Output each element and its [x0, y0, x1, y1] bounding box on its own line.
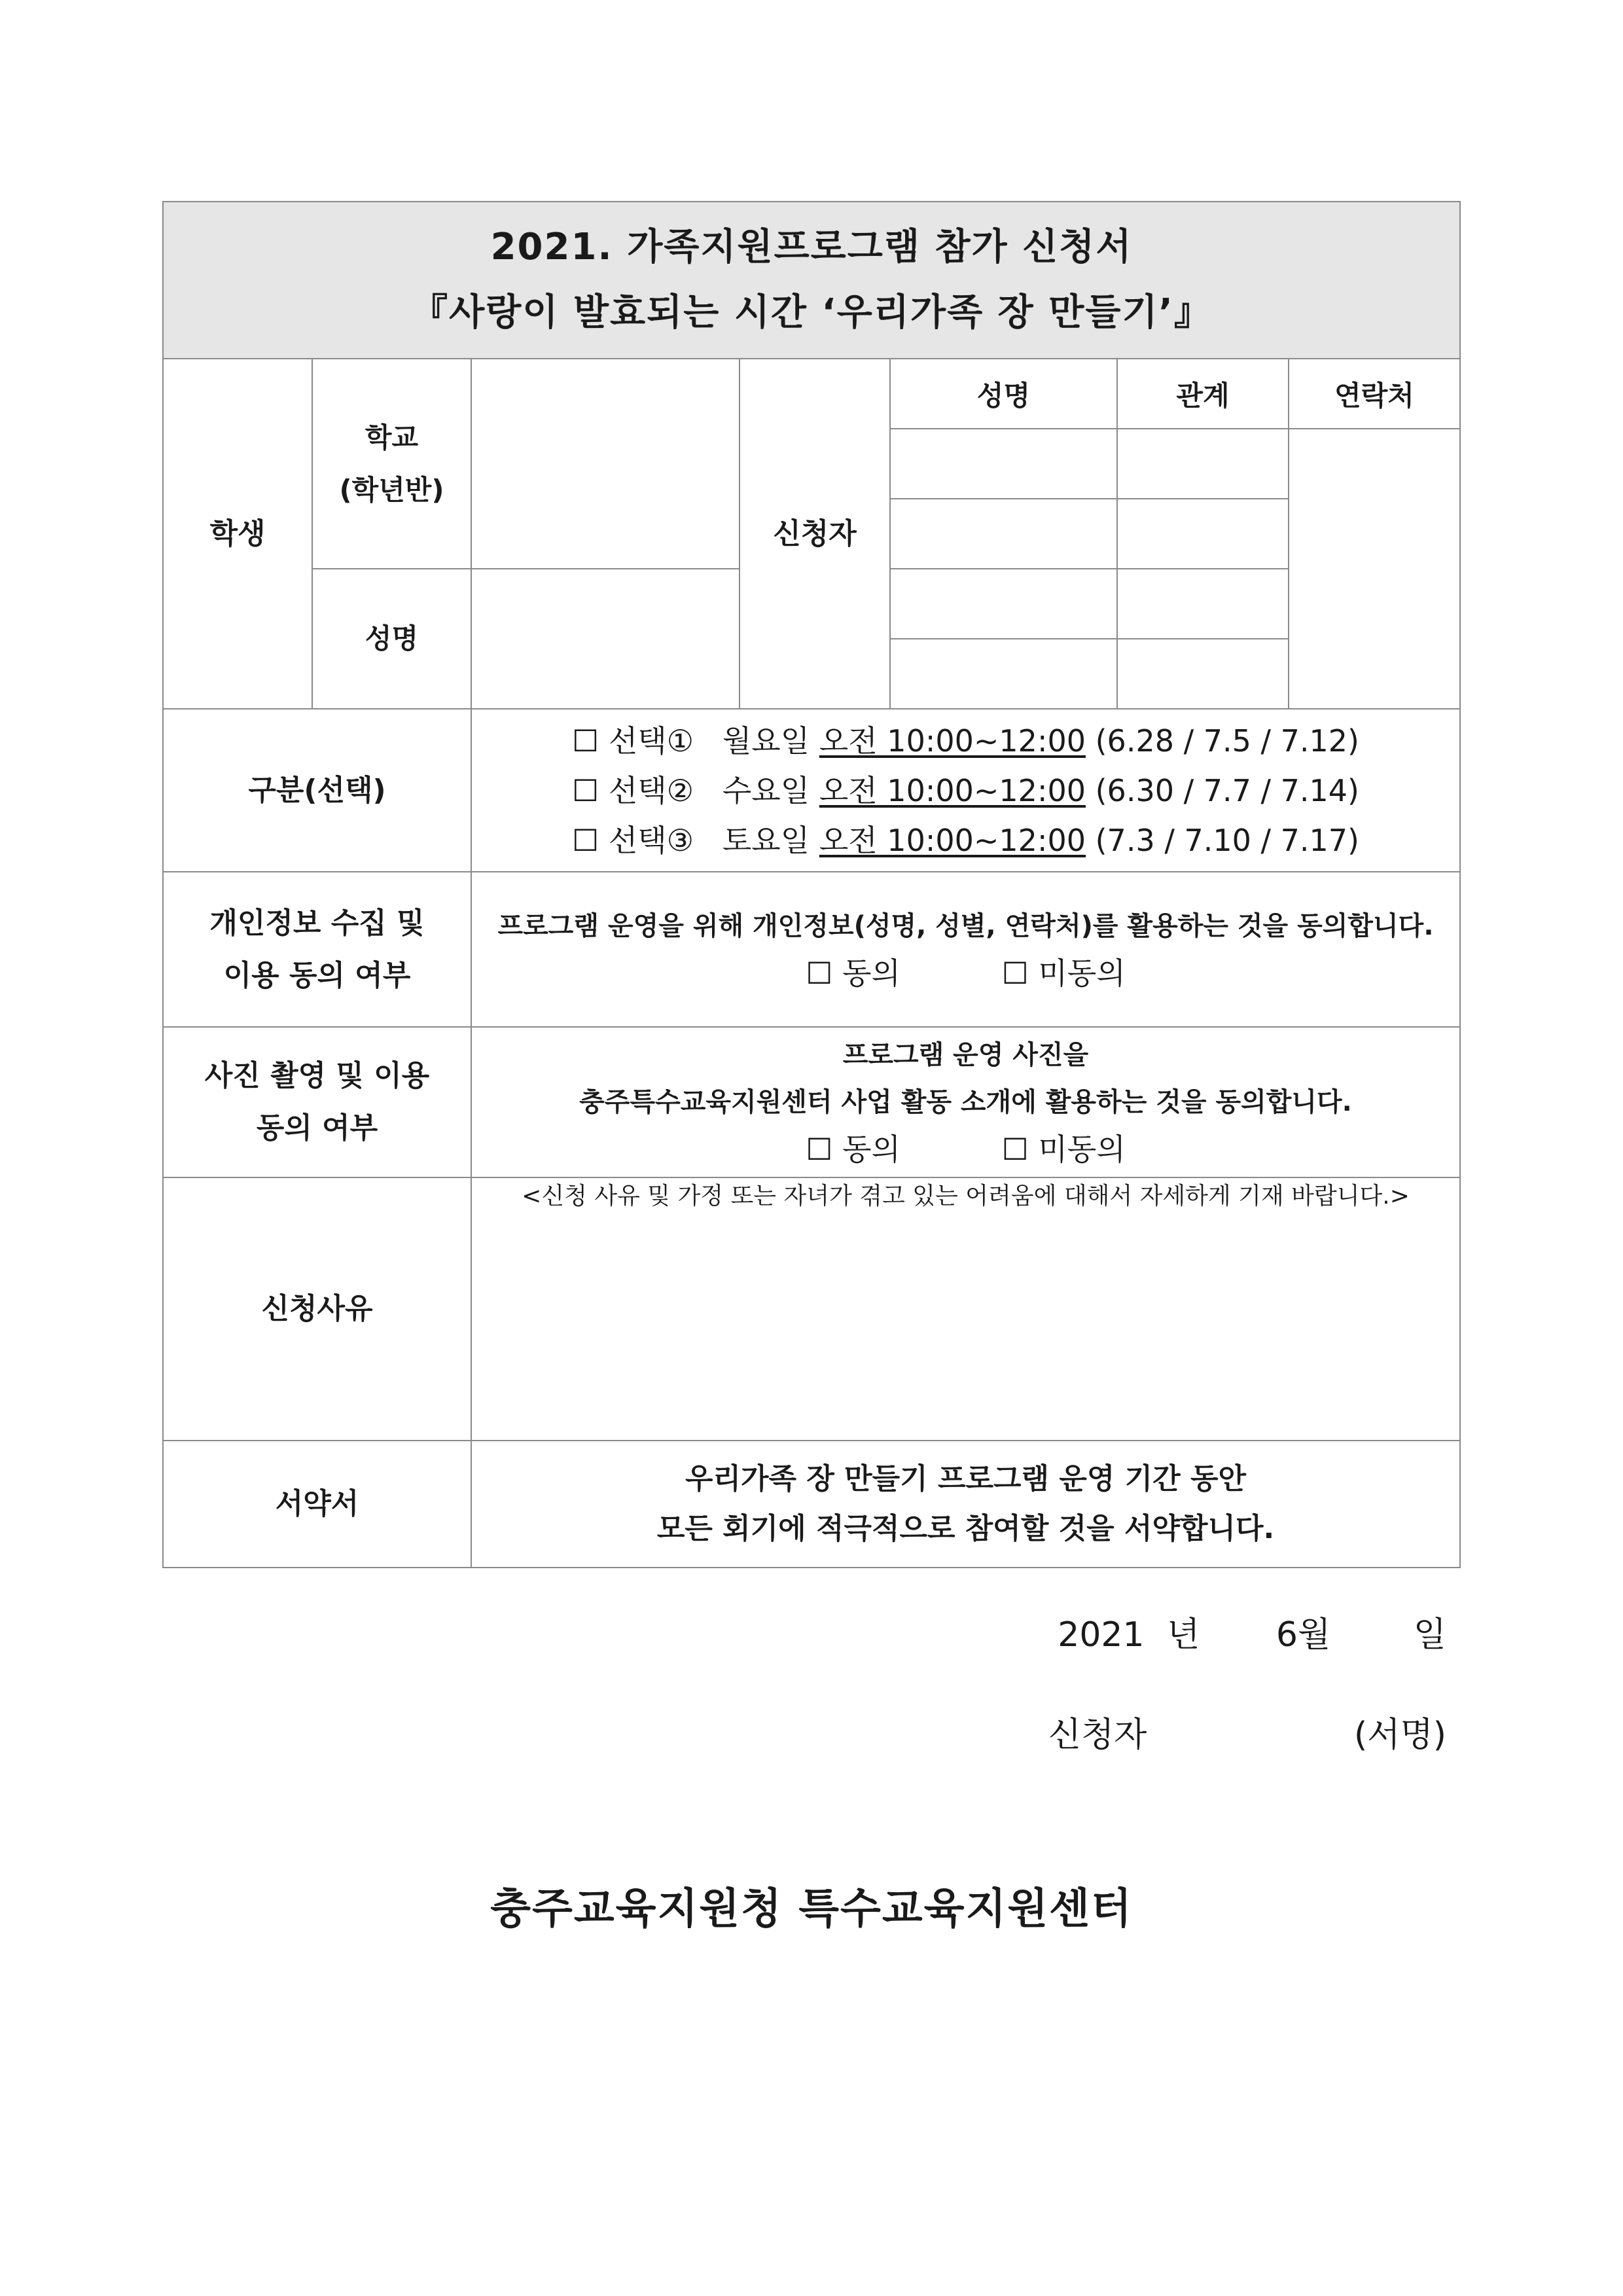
- photo-label: 사진 촬영 및 이용 동의 여부: [163, 1027, 471, 1177]
- student-label: 학생: [163, 359, 312, 709]
- applicant-relation-header: 관계: [1117, 359, 1289, 429]
- student-name-label: 성명: [312, 569, 471, 709]
- pledge-label: 서약서: [163, 1441, 471, 1568]
- photo-choices: [472, 1126, 1459, 1173]
- school-label: 학교 (학년반): [312, 359, 471, 569]
- reason-label: 신청사유: [163, 1177, 471, 1441]
- applicant-name-input-4[interactable]: [890, 639, 1117, 709]
- pledge-text-1: 우리가족 장 만들기 프로그램 운영 기간 동안: [685, 1462, 1246, 1496]
- signature-label: 신청자: [1048, 1715, 1147, 1755]
- form-title: [163, 202, 1460, 359]
- signature-field[interactable]: (서명): [1353, 1715, 1446, 1755]
- applicant-name-header: 성명: [890, 359, 1117, 429]
- reason-input[interactable]: [471, 1177, 1460, 1441]
- checkbox-icon[interactable]: ☐: [572, 772, 599, 808]
- reason-note: <신청 사유 및 가정 또는 자녀가 겪고 있는 어려움에 대해서 자세하게 기재 바랍니다.>: [522, 1183, 1410, 1210]
- photo-text-1: 프로그램 운영 사진을: [842, 1040, 1089, 1070]
- date-year: 2021: [1058, 1615, 1145, 1655]
- school-input[interactable]: [471, 359, 740, 569]
- category-options: [471, 709, 1460, 872]
- pledge-content: [471, 1441, 1460, 1568]
- organization-name: 충주교육지원청 특수교육지원센터: [490, 1885, 1133, 1933]
- applicant-name-input-3[interactable]: [890, 569, 1117, 639]
- applicant-contact-input[interactable]: [1289, 429, 1460, 709]
- privacy-text: 프로그램 운영을 위해 개인정보(성명, 성별, 연락처)를 활용하는 것을 동의합니다.: [497, 910, 1434, 941]
- date-year-unit: 년: [1167, 1615, 1200, 1655]
- application-form-table: [162, 201, 1461, 1568]
- applicant-label: 신청자: [740, 359, 890, 709]
- form-title-line-2: 『사랑이 발효되는 시간 ‘우리가족 장 만들기’』: [411, 291, 1212, 334]
- form-title-line-1: 2021. 가족지원프로그램 참가 신청서: [490, 226, 1133, 268]
- student-name-input[interactable]: [471, 569, 740, 709]
- category-label: 구분(선택): [163, 709, 471, 872]
- privacy-consent: [471, 872, 1460, 1027]
- applicant-relation-input-3[interactable]: [1117, 569, 1289, 639]
- photo-consent: [471, 1027, 1460, 1177]
- checkbox-icon[interactable]: ☐: [572, 723, 599, 759]
- applicant-relation-input-1[interactable]: [1117, 429, 1289, 499]
- photo-text-2: 충주특수교육지원센터 사업 활동 소개에 활용하는 것을 동의합니다.: [579, 1087, 1352, 1117]
- applicant-name-input-1[interactable]: [890, 429, 1117, 499]
- applicant-name-input-2[interactable]: [890, 499, 1117, 569]
- category-option-3[interactable]: ☐ 선택③ 토요일 오전 10:00~12:00 (7.3 / 7.10 / 7.17): [572, 822, 1359, 858]
- privacy-agree-checkbox[interactable]: ☐ 동의: [806, 955, 901, 991]
- category-option-2[interactable]: ☐ 선택② 수요일 오전 10:00~12:00 (6.30 / 7.7 / 7.14): [572, 772, 1359, 808]
- applicant-relation-input-2[interactable]: [1117, 499, 1289, 569]
- pledge-text-2: 모든 회기에 적극적으로 참여할 것을 서약합니다.: [656, 1512, 1275, 1545]
- date-line: [1058, 1607, 1446, 1656]
- privacy-choices: [472, 950, 1459, 997]
- date-month: 6월: [1275, 1615, 1331, 1655]
- date-day-unit: 일: [1413, 1615, 1446, 1655]
- category-option-1[interactable]: ☐ 선택① 월요일 오전 10:00~12:00 (6.28 / 7.5 / 7.12): [572, 723, 1359, 759]
- photo-disagree-checkbox[interactable]: ☐ 미동의: [1001, 1132, 1126, 1167]
- checkbox-icon[interactable]: ☐: [572, 822, 599, 858]
- signature-line: [1048, 1707, 1446, 1756]
- privacy-label: 개인정보 수집 및 이용 동의 여부: [163, 872, 471, 1027]
- applicant-relation-input-4[interactable]: [1117, 639, 1289, 709]
- privacy-disagree-checkbox[interactable]: ☐ 미동의: [1001, 955, 1126, 991]
- applicant-contact-header: 연락처: [1289, 359, 1460, 429]
- photo-agree-checkbox[interactable]: ☐ 동의: [806, 1132, 901, 1167]
